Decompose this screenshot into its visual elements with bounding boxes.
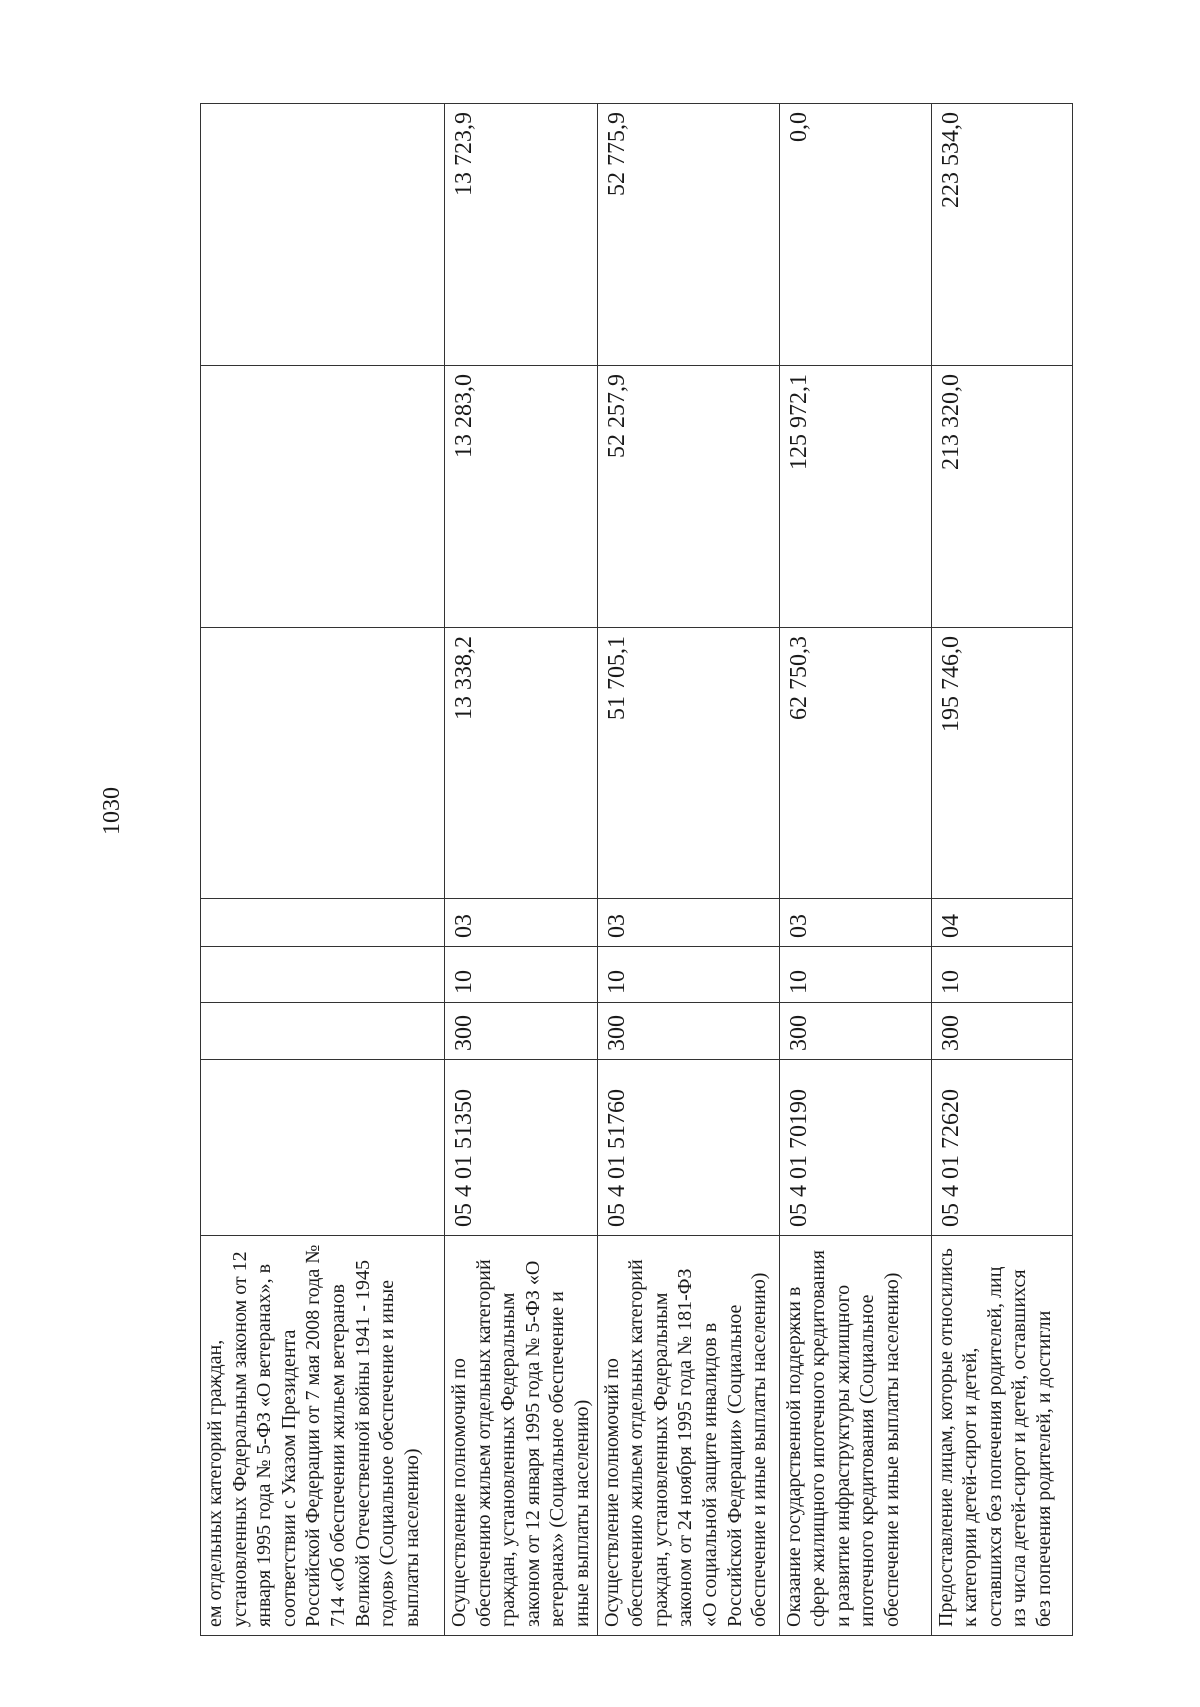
amount-year-2-cell [201,366,445,628]
table-row [931,104,1072,1636]
target-code-cell: 05 4 01 51350 [445,1060,598,1236]
amount-year-3-cell: 223 534,0 [931,104,1072,366]
table-row [201,104,445,1636]
section-cell: 10 [931,947,1072,1003]
target-code-cell: 05 4 01 51760 [597,1060,779,1236]
section-cell [201,947,445,1003]
row-description: Предоставление лицам, которые относились к категории детей-сирот и детей, оставшихся без попечения родителей, лиц из числа детей-сирот и детей, оставшихся без попечения родителей, и достигли [931,1236,1072,1636]
table-body [201,104,1073,1636]
amount-year-1-cell [201,628,445,899]
subsection-cell: 03 [445,899,598,947]
table-row [779,104,931,1636]
row-description: Осуществление полномочий по обеспечению жильем отдельных категорий граждан, установленных Федеральным законом от 24 ноября 1995 года № 181-ФЗ «О социальной защите инвалидов в Российской Федерации» (Социальное обеспечение и иные выплаты населению) [597,1236,779,1636]
budget-table [200,103,1073,1636]
expense-type-cell: 300 [779,1003,931,1060]
amount-year-3-cell: 52 775,9 [597,104,779,366]
amount-year-1-cell: 13 338,2 [445,628,598,899]
section-cell: 10 [445,947,598,1003]
row-description: Осуществление полномочий по обеспечению жильем отдельных категорий граждан, установленных Федеральным законом от 12 января 1995 года № 5-ФЗ «О ветеранах» (Социальное обеспечение и иные выплаты населению) [445,1236,598,1636]
row-description: ем отдельных категорий граждан, установленных Федеральным законом от 12 января 1995 года № 5-ФЗ «О ветеранах», в соответствии с Указом Президента Российской Федерации от 7 мая 2008 года № 714 «Об обеспечении жильем ветеранов Великой Отечественной войны 1941 - 1945 годов» (Социальное обеспечение и иные выплаты населению) [201,1236,445,1636]
amount-year-3-cell [201,104,445,366]
table-row [445,104,598,1636]
table-row [597,104,779,1636]
row-description: Оказание государственной поддержки в сфере жилищного ипотечного кредитования и развитие инфраструктуры жилищного ипотечного кредитования (Социальное обеспечение и иные выплаты населению) [779,1236,931,1636]
amount-year-2-cell: 125 972,1 [779,366,931,628]
subsection-cell: 04 [931,899,1072,947]
expense-type-cell: 300 [931,1003,1072,1060]
amount-year-3-cell: 13 723,9 [445,104,598,366]
target-code-cell [201,1060,445,1236]
expense-type-cell: 300 [597,1003,779,1060]
expense-type-cell: 300 [445,1003,598,1060]
section-cell: 10 [597,947,779,1003]
expense-type-cell [201,1003,445,1060]
subsection-cell [201,899,445,947]
target-code-cell: 05 4 01 70190 [779,1060,931,1236]
rotated-table-container [200,104,1070,1636]
target-code-cell: 05 4 01 72620 [931,1060,1072,1236]
subsection-cell: 03 [597,899,779,947]
amount-year-2-cell: 52 257,9 [597,366,779,628]
amount-year-2-cell: 213 320,0 [931,366,1072,628]
subsection-cell: 03 [779,899,931,947]
amount-year-3-cell: 0,0 [779,104,931,366]
page-number: 1030 [99,787,125,835]
amount-year-2-cell: 13 283,0 [445,366,598,628]
section-cell: 10 [779,947,931,1003]
amount-year-1-cell: 51 705,1 [597,628,779,899]
amount-year-1-cell: 195 746,0 [931,628,1072,899]
amount-year-1-cell: 62 750,3 [779,628,931,899]
